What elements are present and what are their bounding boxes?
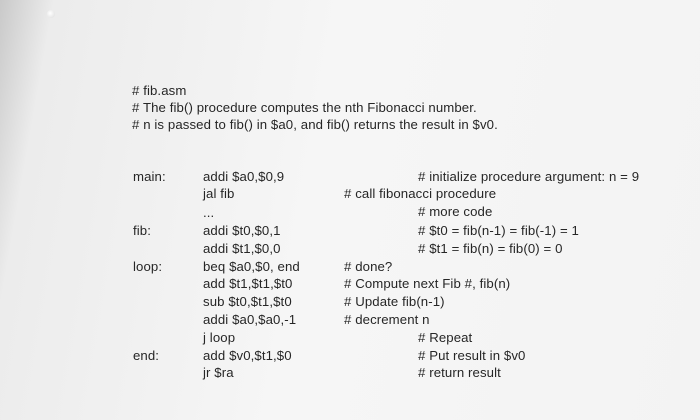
code-line: add $t1,$t1,$t0 (203, 276, 293, 291)
comment-line: # $t0 = fib(n-1) = fib(-1) = 1 (418, 223, 579, 238)
label-loop: loop: (133, 259, 163, 274)
comment-line: # Repeat (418, 330, 473, 345)
code-line: j loop (203, 330, 236, 345)
comment-line: # call fibonacci procedure (344, 186, 497, 201)
code-line: addi $t0,$0,1 (203, 223, 281, 238)
code-line: addi $a0,$0,9 (203, 169, 285, 184)
comment-line: # initialize procedure argument: n = 9 (418, 169, 640, 184)
header-line-description: # The fib() procedure computes the nth Fibonacci number. (132, 100, 477, 115)
label-main: main: (133, 169, 166, 184)
comment-line: # Put result in $v0 (418, 348, 526, 363)
code-line: addi $t1,$0,0 (203, 241, 281, 256)
comment-line: # decrement n (344, 312, 430, 327)
code-line: sub $t0,$t1,$t0 (203, 294, 292, 309)
code-line: beq $a0,$0, end (203, 259, 300, 274)
code-line-ellipsis: ... (203, 205, 215, 220)
code-line: addi $a0,$a0,-1 (203, 312, 297, 327)
camera-dot-icon (47, 10, 55, 18)
comment-line: # done? (344, 259, 393, 274)
header-line-arguments: # n is passed to fib() in $a0, and fib() returns the result in $v0. (132, 117, 498, 132)
comment-line: # $t1 = fib(n) = fib(0) = 0 (418, 241, 563, 256)
header-line-filename: # fib.asm (132, 83, 187, 98)
code-line: jr $ra (203, 365, 234, 380)
code-line: jal fib (203, 186, 235, 201)
label-end: end: (133, 348, 160, 363)
comment-line: # more code (418, 204, 493, 219)
code-line: add $v0,$t1,$0 (203, 348, 292, 363)
comment-line: # return result (418, 365, 501, 380)
comment-line: # Update fib(n-1) (344, 294, 445, 309)
label-fib: fib: (133, 223, 151, 238)
comment-line: # Compute next Fib #, fib(n) (344, 276, 511, 291)
